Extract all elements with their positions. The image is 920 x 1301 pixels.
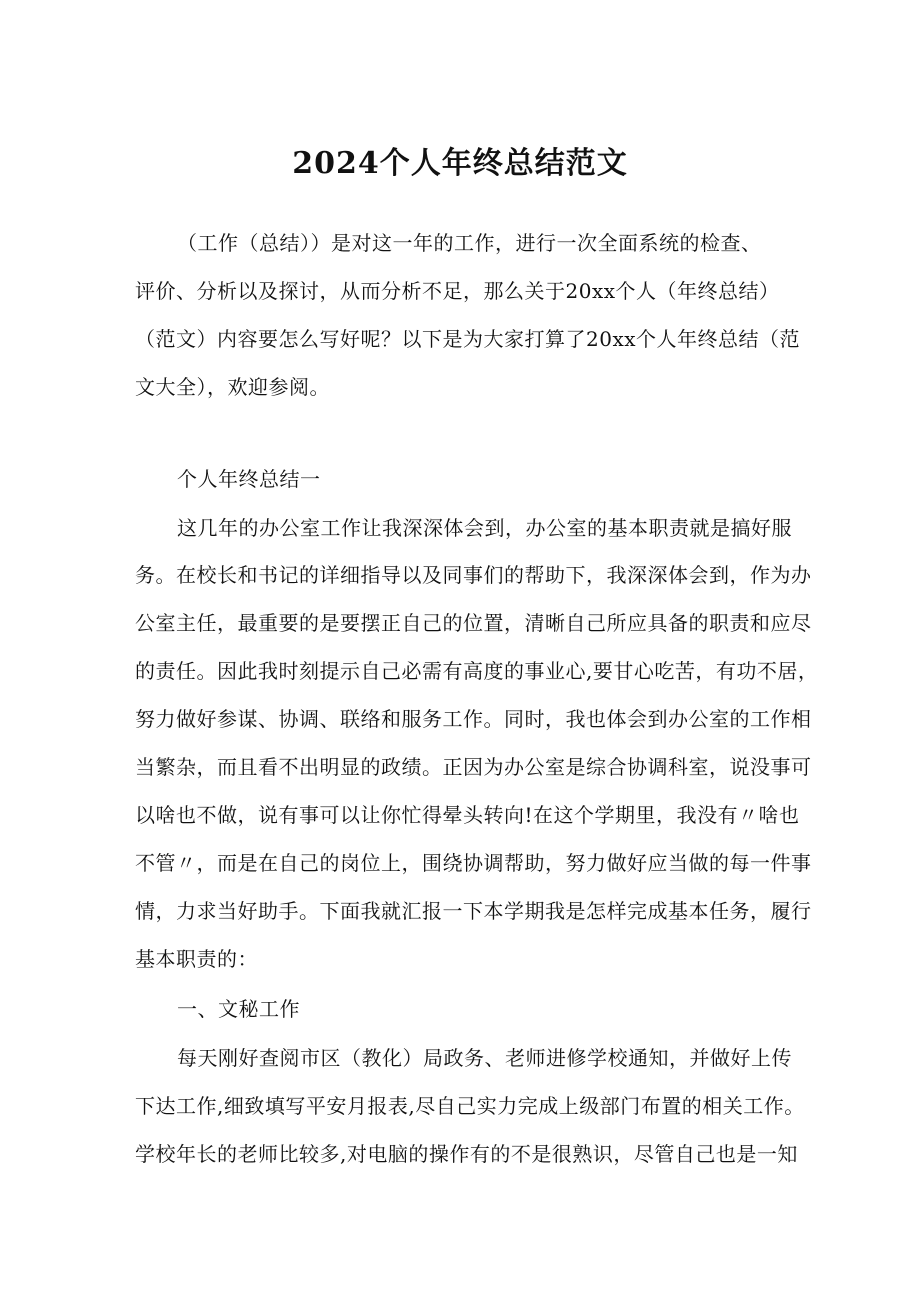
body-line-10: 基本职责的： <box>135 947 258 971</box>
body-line-9: 情，力求当好助手。下面我就汇报一下本学期我是怎样完成基本任务，履行 <box>135 899 812 923</box>
document-title: 2024个人年终总结范文 <box>292 146 628 181</box>
body-line-5: 努力做好参谋、协调、联络和服务工作。同时，我也体会到办公室的工作相 <box>135 707 812 731</box>
intro-line-1: （工作（总结））是对这一年的工作，进行一次全面系统的检查、 <box>177 231 762 255</box>
section-heading-1: 个人年终总结一 <box>177 467 321 491</box>
body-line-4: 的责任。因此我时刻提示自己必需有高度的事业心,要甘心吃苦，有功不居， <box>135 659 819 683</box>
intro-line-2: 评价、分析以及探讨，从而分析不足，那么关于20xx个人（年终总结） <box>135 279 780 303</box>
body-line-13: 学校年长的老师比较多,对电脑的操作有的不是很熟识，尽管自己也是一知 <box>135 1142 798 1166</box>
body-line-12: 下达工作,细致填写平安月报表,尽自己实力完成上级部门布置的相关工作。 <box>135 1094 805 1118</box>
body-line-11: 每天刚好查阅市区（教化）局政务、老师进修学校通知，并做好上传 <box>177 1046 792 1070</box>
body-line-7: 以啥也不做，说有事可以让你忙得晕头转向!在这个学期里，我没有〃啥也 <box>135 803 800 827</box>
body-line-1: 这几年的办公室工作让我深深体会到，办公室的基本职责就是搞好服 <box>177 516 792 540</box>
body-line-8: 不管〃，而是在自己的岗位上，围绕协调帮助，努力做好应当做的每一件事 <box>135 851 812 875</box>
subsection-heading-1: 一、文秘工作 <box>177 997 300 1021</box>
intro-line-3: （范文）内容要怎么写好呢？以下是为大家打算了20xx个人年终总结（范 <box>135 327 801 351</box>
intro-line-4: 文大全），欢迎参阅。 <box>135 375 330 399</box>
body-line-6: 当繁杂，而且看不出明显的政绩。正因为办公室是综合协调科室，说没事可 <box>135 755 812 779</box>
body-line-3: 公室主任，最重要的是要摆正自己的位置，清晰自己所应具备的职责和应尽 <box>135 611 812 635</box>
body-line-2: 务。在校长和书记的详细指导以及同事们的帮助下，我深深体会到，作为办 <box>135 563 812 587</box>
